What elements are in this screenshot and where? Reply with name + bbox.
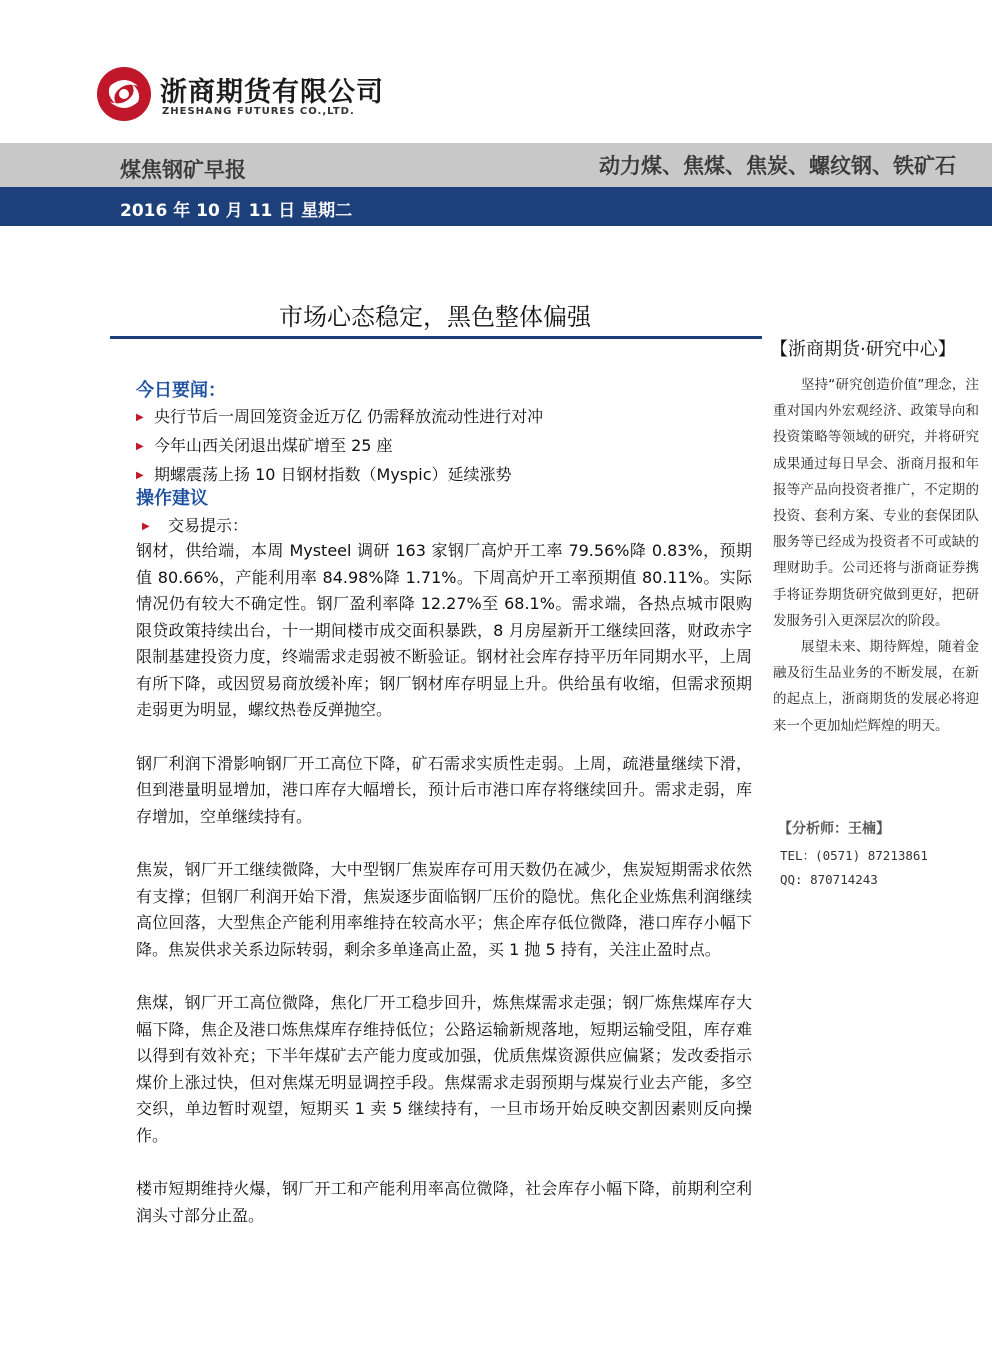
page-title: 市场心态稳定，黑色整体偏强 <box>279 303 591 331</box>
outlook-paragraph: 展望未来、期待辉煌，随着金融及衍生品业务的不断发展，在新的起点上，浙商期货的发展必将迎来一个更加灿烂辉煌的明天。 <box>773 639 979 734</box>
bullet-arrow-icon: ▶ <box>142 520 150 532</box>
paragraph-summary: 楼市短期维持火爆，钢厂开工和产能利用率高位微降，社会库存小幅下降，前期利空利润头寸部分止盈。 <box>136 1179 752 1225</box>
research-center-heading: 【浙商期货·研究中心】 <box>770 339 956 360</box>
report-date: 2016 年 10 月 11 日 星期二 <box>120 201 353 221</box>
bullet-arrow-icon: ▶ <box>136 441 144 452</box>
bullet-arrow-icon: ▶ <box>136 412 144 423</box>
news-list <box>136 402 756 489</box>
bullet-arrow-icon: ▶ <box>136 470 144 481</box>
paragraph-coking-coal: 焦煤，钢厂开工高位微降，焦化厂开工稳步回升，炼焦煤需求走强；钢厂炼焦煤库存大幅下降，焦企及港口炼焦煤库存维持低位；公路运输新规落地，短期运输受阻，库存难以得到有效补充；下半年煤矿去产能力度或加强，优质焦煤资源供应偏紧；发改委指示煤价上涨过快，但对焦煤无明显调控手段。焦煤需求走弱预期与煤炭行业去产能，多空交织，单边暂时观望，短期买 1 卖 5 继续持有，一旦市场开始反映交割因素则反向操作。 <box>136 993 752 1145</box>
paragraph-steel: 钢材，供给端，本周 Mysteel 调研 163 家钢厂高炉开工率 79.56%降 0.83%，预期值 80.66%，产能利用率 84.98%降 1.71%。下周高炉开工率预期值 80.11%。实际情况仍有较大不确定性。钢厂盈利率降 12.27%至 68.1%。需求端，各热点城市限购限贷政策持续出台，十一期间楼市成交面积暴跌，8 月房屋新开工继续回落，财政赤字限制基建投资力度，终端需求走弱被不断验证。钢材社会库存持平历年同期水平，上周有所下降，或因贸易商放缓补库；钢厂钢材库存明显上升。供给虽有收缩，但需求预期走弱更为明显，螺纹热卷反弹抛空。 <box>136 541 752 719</box>
list-item: ▶ 央行节后一周回笼资金近万亿 仍需释放流动性进行对冲 <box>136 402 756 431</box>
report-title: 煤焦钢矿早报 <box>120 158 246 182</box>
analysis-body <box>136 538 752 1229</box>
research-center-intro <box>773 372 979 739</box>
paragraph-coke: 焦炭，钢厂开工继续微降，大中型钢厂焦炭库存可用天数仍在减少，焦炭短期需求依然有支撑；但钢厂利润开始下滑，焦炭逐步面临钢厂压价的隐忧。焦化企业炼焦利润继续高位回落，大型焦企产能利用率维持在较高水平；焦企库存低位微降，港口库存小幅下降。焦炭供求关系边际转弱，剩余多单逢高止盈，买 1 抛 5 持有，关注止盈时点。 <box>136 860 752 959</box>
list-item: ▶ 今年山西关闭退出煤矿增至 25 座 <box>136 431 756 460</box>
analyst-name: 【分析师：王楠】 <box>778 821 890 837</box>
analyst-tel: TEL：(0571) 87213861 <box>780 848 928 863</box>
list-item: ▶ 期螺震荡上扬 10 日钢材指数（Myspic）延续涨势 <box>136 460 756 489</box>
title-divider <box>110 336 762 339</box>
paragraph-iron-ore: 钢厂利润下滑影响钢厂开工高位下降，矿石需求实质性走弱。上周，疏港量继续下滑，但到港量明显增加，港口库存大幅增长，预计后市港口库存将继续回升。需求走弱，库存增加，空单继续持有。 <box>136 753 752 826</box>
analyst-qq: QQ: 870714243 <box>780 872 878 887</box>
company-logo-icon <box>96 66 152 122</box>
intro-paragraph: 坚持“研究创造价值”理念，注重对国内外宏观经济、政策导向和投资策略等领域的研究，并将研究成果通过每日早会、浙商月报和年报等产品向投资者推广，不定期的投资、套利方案、专业的套保团队服务等已经成为投资者不可或缺的理财助手。公司还将与浙商证券携手将证券期货研究做到更好，把研发服务引入更深层次的阶段。 <box>773 377 979 629</box>
today-news-heading: 今日要闻： <box>136 380 226 401</box>
operation-heading: 操作建议 <box>136 488 208 509</box>
company-name-en: ZHESHANG FUTURES CO.,LTD. <box>162 106 355 117</box>
trade-tip-label: ▶ 交易提示： <box>136 513 248 540</box>
company-name-cn: 浙商期货有限公司 <box>160 77 384 108</box>
report-topics: 动力煤、焦煤、焦炭、螺纹钢、铁矿石 <box>599 154 956 178</box>
